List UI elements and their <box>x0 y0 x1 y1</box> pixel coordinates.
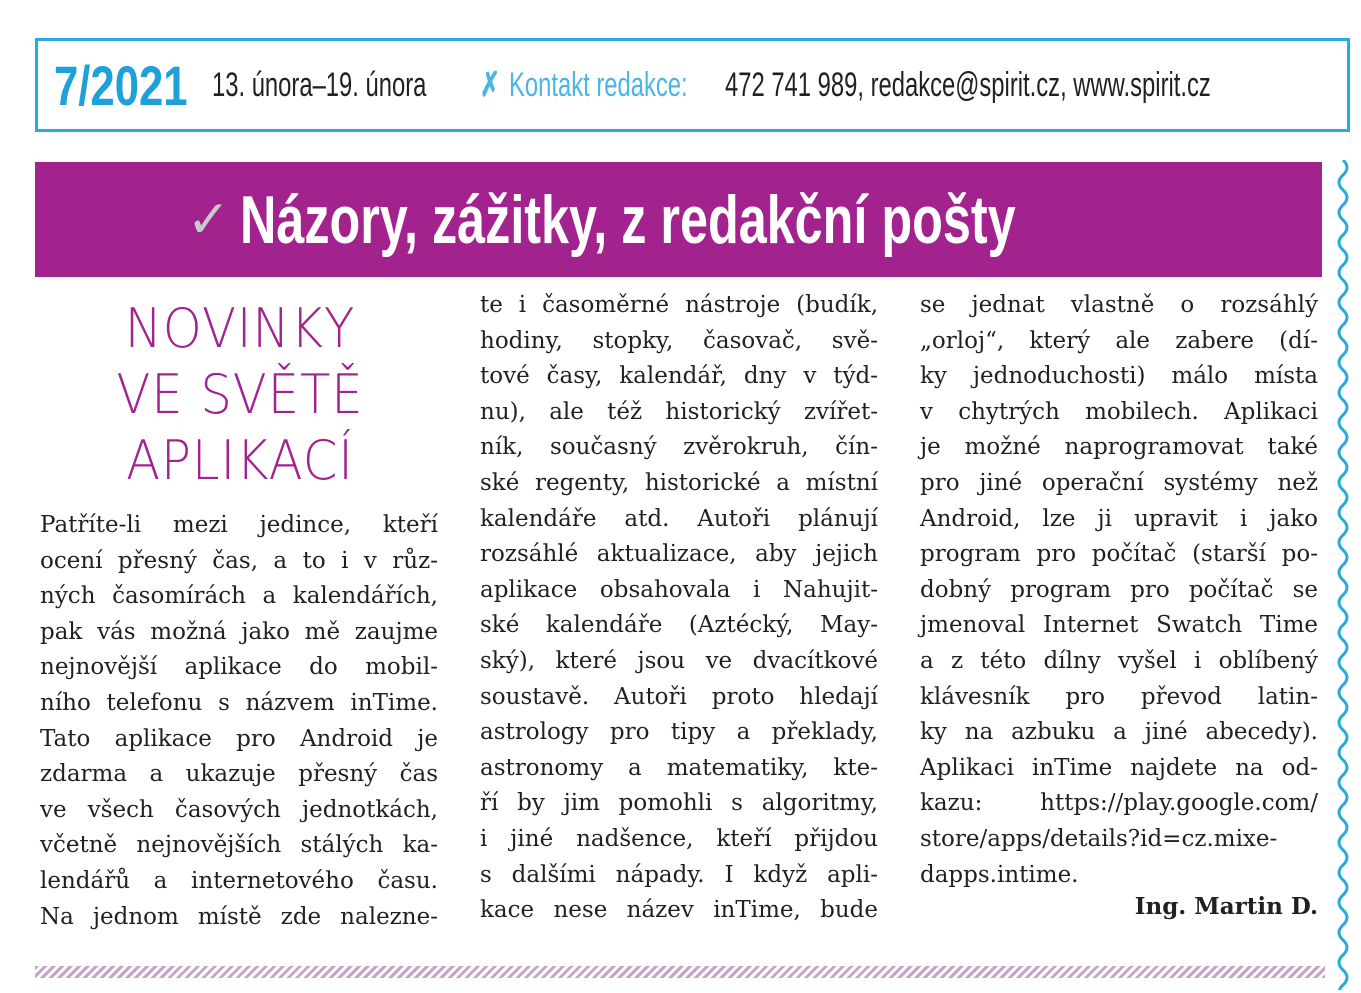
text-line: a z této dílny vyšel i oblíbený <box>920 647 1318 674</box>
issue-dates: 13. února–19. února <box>212 65 427 104</box>
text-line: ský), které jsou ve dvacítkové <box>480 647 878 674</box>
contact-info: 472 741 989, redakce@spirit.cz, www.spirit.cz <box>724 65 1211 104</box>
text-line: včetně nejnovějších stálých ka- <box>40 832 438 859</box>
text-line: program pro počítač (starší po- <box>920 541 1318 568</box>
text-line: aplikace obsahovala i Nahujit- <box>480 576 878 603</box>
text-line: zdarma a ukazuje přesný čas <box>40 761 438 788</box>
text-line: ných časomírách a kalendářích, <box>40 583 438 610</box>
text-line: astrology pro tipy a překlady, <box>480 719 878 746</box>
text-line: hodiny, stopky, časovač, svě- <box>480 327 878 354</box>
text-line: dapps.intime. <box>920 861 1079 888</box>
text-line: ve všech časových jednotkách, <box>40 796 438 823</box>
text-line: ské kalendáře (Aztécký, May- <box>480 612 878 639</box>
text-line: i jiné nadšence, kteří přijdou <box>480 825 878 852</box>
text-line: te i časoměrné nástroje (budík, <box>480 292 878 318</box>
headline-line: NOVINKY <box>124 297 356 360</box>
text-line: ník, současný zvěrokruh, čín- <box>480 434 878 461</box>
text-line: v chytrých mobilech. Aplikaci <box>920 398 1318 425</box>
text-line: „orloj“, který ale zabere (dí- <box>920 327 1318 354</box>
text-line: s dalšími nápady. I když apli- <box>480 861 878 888</box>
text-line: rozsáhlé aktualizace, aby jejich <box>480 541 878 568</box>
issue-header <box>35 38 1350 132</box>
section-banner <box>35 162 1322 277</box>
article-headline <box>60 296 420 494</box>
text-line: ky jednoduchosti) málo místa <box>920 363 1318 390</box>
text-line: dobný program pro počítač se <box>920 576 1318 603</box>
text-line: Patříte-li mezi jedince, kteří <box>40 512 438 538</box>
text-line: nu), ale též historický zvířet- <box>480 398 878 425</box>
text-line: tové časy, kalendář, dny v týd- <box>480 363 878 390</box>
article-column-3 <box>920 288 1318 893</box>
headline-line: VE SVĚTĚ <box>116 363 364 426</box>
text-line: je možné naprogramovat také <box>920 434 1318 461</box>
text-line: ky na azbuku a jiné abecedy). <box>920 719 1318 746</box>
text-line: kazu: https://play.google.com/ <box>920 790 1318 817</box>
text-line: lendářů a internetového času. <box>40 867 438 894</box>
text-line: pak vás možná jako mě zaujme <box>40 618 438 645</box>
bottom-hatch-divider <box>35 966 1325 978</box>
text-line: nejnovější aplikace do mobil- <box>40 654 438 681</box>
text-line: store/apps/details?id=cz.mixe- <box>920 825 1278 852</box>
contact-label: Kontakt redakce: <box>508 65 688 104</box>
text-line: astronomy a matematiky, kte- <box>480 754 878 781</box>
text-line: pro jiné operační systémy než <box>920 469 1318 496</box>
text-line: klávesník pro převod latin- <box>920 683 1318 710</box>
text-line: soustavě. Autoři proto hledají <box>480 683 878 710</box>
article-column-2 <box>480 288 878 929</box>
text-line: jmenoval Internet Swatch Time <box>920 612 1318 639</box>
text-line: se jednat vlastně o rozsáhlý <box>920 292 1318 318</box>
article-column-1 <box>40 508 438 935</box>
issue-number: 7/2021 <box>54 53 188 117</box>
headline-line: APLIKACÍ <box>126 429 354 492</box>
section-title: Názory, zážitky, z redakční pošty <box>240 181 1016 258</box>
text-line: kace nese název inTime, bude <box>480 897 878 924</box>
text-line: Tato aplikace pro Android je <box>40 725 438 752</box>
text-line: ocení přesný čas, a to i v růz- <box>40 547 438 574</box>
text-line: kalendáře atd. Autoři plánují <box>480 505 878 532</box>
wavy-border <box>1333 160 1353 990</box>
text-line: ří by jim pomohli s algoritmy, <box>480 790 878 817</box>
text-line: ské regenty, historické a místní <box>480 469 878 496</box>
text-line: ního telefonu s názvem inTime. <box>40 689 438 716</box>
text-line: Na jednom místě zde nalezne- <box>40 903 438 930</box>
check-icon: ✓ <box>186 189 231 250</box>
text-line: Android, lze ji upravit i jako <box>920 505 1318 532</box>
article-author: Ing. Martin D. <box>1134 893 1318 920</box>
separator-icon: ✗ <box>480 66 500 104</box>
text-line: Aplikaci inTime najdete na od- <box>920 754 1318 781</box>
